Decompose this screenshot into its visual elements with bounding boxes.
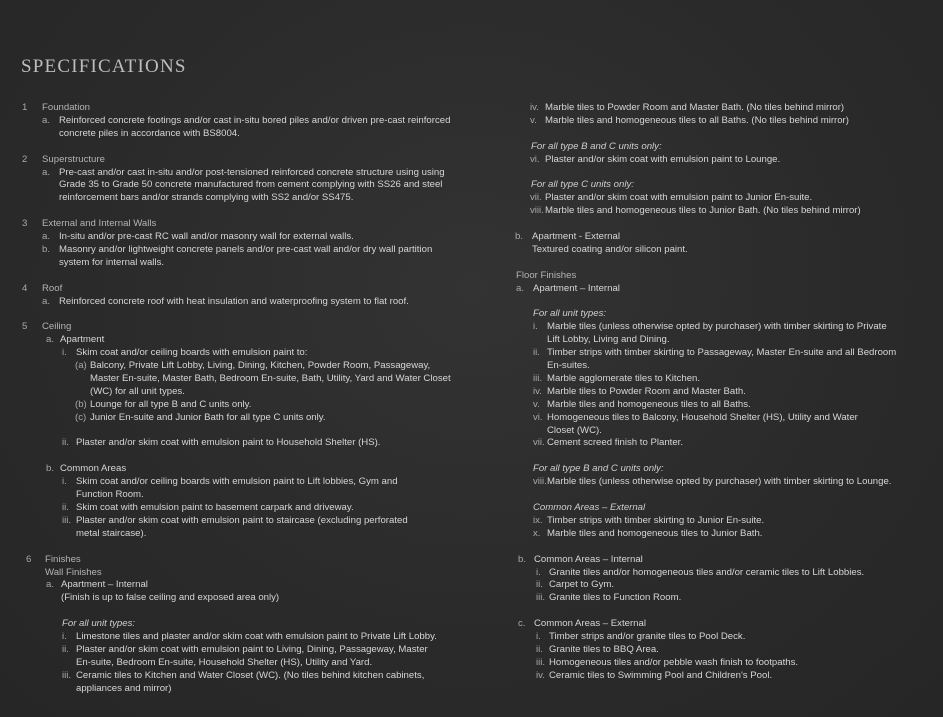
item-marker: a. xyxy=(42,114,51,126)
item-marker: viii. xyxy=(530,205,544,217)
item-text: metal staircase). xyxy=(76,527,147,539)
section-heading xyxy=(20,321,490,334)
group-title: For all type B and C units only: xyxy=(533,463,664,475)
spec-line xyxy=(512,386,937,399)
subsection-title: Common Areas – Internal xyxy=(534,553,643,565)
spec-line xyxy=(512,334,937,347)
item-marker: iii. xyxy=(62,669,72,681)
item-marker: iii. xyxy=(62,514,72,526)
subsection-title: Apartment - External xyxy=(532,231,620,243)
item-text: Timber strips with timber skirting to Junior En-suite. xyxy=(547,514,765,526)
section-title: Roof xyxy=(42,282,63,294)
item-marker: a. xyxy=(42,166,51,178)
spec-line xyxy=(20,489,490,502)
item-text: Plaster and/or skim coat with emulsion paint to Household Shelter (HS). xyxy=(76,437,381,449)
item-text: Plaster and/or skim coat with emulsion paint to Lounge. xyxy=(545,153,781,165)
item-marker: ii. xyxy=(536,643,543,655)
section-number: 4 xyxy=(22,282,28,294)
section-number: 2 xyxy=(22,153,28,165)
item-text: Marble tiles (unless otherwise opted by purchaser) with timber skirting to Lounge. xyxy=(547,476,892,488)
item-text: Skim coat and/or ceiling boards with emulsion paint to: xyxy=(76,347,308,359)
spec-line xyxy=(512,360,937,373)
item-text: Marble tiles and homogeneous tiles to all Baths. (No tiles behind mirror) xyxy=(545,114,849,126)
spec-line xyxy=(20,644,490,657)
spec-line xyxy=(20,502,490,515)
item-text: Granite tiles to BBQ Area. xyxy=(549,643,659,655)
item-text: En-suite, Bedroom En-suite, Household Shelter (HS), Utility and Yard. xyxy=(76,656,373,668)
section-title: Finishes xyxy=(45,553,81,565)
item-marker: ii. xyxy=(62,437,69,449)
item-marker: x. xyxy=(533,527,541,539)
item-marker: (b) xyxy=(75,398,87,410)
item-marker: iii. xyxy=(536,592,546,604)
item-text: system for internal walls. xyxy=(59,256,165,268)
item-text: Homogeneous tiles to Balcony, Household Shelter (HS), Utility and Water xyxy=(547,411,858,423)
spec-line xyxy=(20,476,490,489)
item-text: In-situ and/or pre-cast RC wall and/or masonry wall for external walls. xyxy=(59,231,354,243)
spec-line xyxy=(512,244,937,257)
spec-line xyxy=(512,631,937,644)
section-number: 6 xyxy=(26,553,32,565)
item-text: Marble tiles to Powder Room and Master Bath. (No tiles behind mirror) xyxy=(545,102,845,113)
group-heading xyxy=(512,179,937,192)
item-text: Plaster and/or skim coat with emulsion paint to staircase (excluding perforated xyxy=(76,514,408,526)
item-text: Lift Lobby, Living and Dining. xyxy=(547,334,670,346)
item-marker: b. xyxy=(518,553,527,565)
item-marker: vi. xyxy=(533,411,543,423)
left-column xyxy=(20,102,490,696)
spec-line xyxy=(512,567,937,580)
spec-line xyxy=(20,192,490,205)
spec-line xyxy=(512,154,937,167)
group-title: Common Areas – External xyxy=(533,501,646,513)
group-title: For all unit types: xyxy=(533,308,607,320)
spec-line xyxy=(20,167,490,180)
spec-line xyxy=(20,657,490,670)
subsection-title: Wall Finishes xyxy=(45,566,102,578)
spec-line xyxy=(20,592,490,605)
item-text: Marble tiles and homogeneous tiles to all Baths. xyxy=(547,398,751,410)
item-text: (WC) for all unit types. xyxy=(90,385,185,397)
section-title: Ceiling xyxy=(42,321,72,333)
item-text: Reinforced concrete roof with heat insulation and waterproofing system to flat roof. xyxy=(59,295,409,307)
item-text: Masonry and/or lightweight concrete panels and/or pre-cast wall and/or dry wall partition xyxy=(59,243,433,255)
spec-line xyxy=(20,128,490,141)
item-marker: a. xyxy=(46,334,55,346)
spec-line xyxy=(20,515,490,528)
item-marker: iv. xyxy=(533,385,542,397)
spec-line xyxy=(512,347,937,360)
item-marker: i. xyxy=(62,476,67,488)
spec-line xyxy=(20,528,490,541)
item-text: En-suites. xyxy=(547,360,590,372)
item-text: Plaster and/or skim coat with emulsion paint to Living, Dining, Passageway, Master xyxy=(76,643,428,655)
item-marker: viii. xyxy=(533,476,547,488)
section-heading xyxy=(512,270,937,283)
spec-line xyxy=(20,631,490,644)
item-text: (Finish is up to false ceiling and exposed area only) xyxy=(61,592,280,604)
item-marker: a. xyxy=(42,231,51,243)
item-text: Junior En-suite and Junior Bath for all type C units only. xyxy=(90,411,326,423)
subsection-heading xyxy=(512,283,937,296)
item-text: Cement screed finish to Planter. xyxy=(547,437,683,449)
subsection-heading xyxy=(512,618,937,631)
item-marker: b. xyxy=(515,231,524,243)
item-text: Pre-cast and/or cast in-situ and/or post-tensioned reinforced concrete structure using using xyxy=(59,166,445,178)
item-text: Grade 35 to Grade 50 concrete manufactured from cement complying with SS26 and steel xyxy=(59,179,443,191)
spec-line xyxy=(512,644,937,657)
spec-line xyxy=(512,592,937,605)
spec-line xyxy=(512,476,937,489)
item-marker: ii. xyxy=(533,347,540,359)
item-marker: v. xyxy=(530,114,537,126)
item-text: Granite tiles to Function Room. xyxy=(549,592,682,604)
section-heading xyxy=(20,283,490,296)
item-text: reinforcement bars and/or strands complying with SS2 and/or SS475. xyxy=(59,192,354,204)
section-title: External and Internal Walls xyxy=(42,218,157,230)
group-heading xyxy=(512,502,937,515)
item-text: Function Room. xyxy=(76,489,144,501)
section-number: 5 xyxy=(22,321,28,333)
subsection-title: Apartment – Internal xyxy=(61,579,148,591)
section-title: Foundation xyxy=(42,102,91,113)
spec-line xyxy=(20,115,490,128)
item-text: Carpet to Gym. xyxy=(549,579,615,591)
spec-line xyxy=(20,412,490,425)
item-text: Limestone tiles and plaster and/or skim coat with emulsion paint to Private Lift Lobby. xyxy=(76,631,437,643)
item-marker: a. xyxy=(46,579,55,591)
spec-line xyxy=(20,386,490,399)
item-marker: vii. xyxy=(530,192,542,204)
item-text: Lounge for all type B and C units only. xyxy=(90,398,252,410)
spec-line xyxy=(512,205,937,218)
item-text: Ceramic tiles to Kitchen and Water Closet (WC). (No tiles behind kitchen cabinets, xyxy=(76,669,425,681)
subsection-title: Apartment – Internal xyxy=(533,282,620,294)
item-marker: i. xyxy=(536,631,541,643)
spec-line xyxy=(512,412,937,425)
item-marker: ii. xyxy=(536,579,543,591)
item-marker: vii. xyxy=(533,437,545,449)
subsection-heading xyxy=(20,567,490,580)
item-text: Skim coat with emulsion paint to basement carpark and driveway. xyxy=(76,502,354,513)
spec-line xyxy=(20,231,490,244)
group-title: For all type B and C units only: xyxy=(531,140,662,152)
section-heading xyxy=(20,554,490,567)
item-marker: a. xyxy=(516,282,525,294)
spec-line xyxy=(20,296,490,309)
spec-line xyxy=(20,179,490,192)
spec-line xyxy=(512,515,937,528)
item-text: Marble tiles (unless otherwise opted by purchaser) with timber skirting to Private xyxy=(547,321,887,333)
subsection-title: Apartment xyxy=(60,334,105,346)
spec-line xyxy=(20,399,490,412)
item-marker: a. xyxy=(42,295,51,307)
subsection-title: Common Areas xyxy=(60,463,127,475)
section-title: Floor Finishes xyxy=(516,269,577,281)
item-text: Balcony, Private Lift Lobby, Living, Dining, Kitchen, Powder Room, Passageway, xyxy=(90,360,431,372)
item-marker: b. xyxy=(42,243,51,255)
item-marker: i. xyxy=(533,321,538,333)
item-marker: ii. xyxy=(62,643,69,655)
item-text: Homogeneous tiles and/or pebble wash finish to footpaths. xyxy=(549,656,799,668)
item-text: Marble agglomerate tiles to Kitchen. xyxy=(547,372,701,384)
group-heading xyxy=(512,308,937,321)
spec-line xyxy=(512,528,937,541)
item-text: Ceramic tiles to Swimming Pool and Children's Pool. xyxy=(549,669,773,681)
group-title: For all type C units only: xyxy=(531,179,634,191)
spec-line xyxy=(512,115,937,128)
spec-line xyxy=(512,373,937,386)
spec-line xyxy=(512,437,937,450)
subsection-heading xyxy=(20,334,490,347)
subsection-heading xyxy=(512,554,937,567)
section-number: 3 xyxy=(22,218,28,230)
item-text: Marble tiles to Powder Room and Master Bath. xyxy=(547,385,746,397)
spec-line xyxy=(512,399,937,412)
group-title: For all unit types: xyxy=(62,618,136,630)
subsection-heading xyxy=(20,463,490,476)
section-heading xyxy=(20,102,490,115)
item-marker: (c) xyxy=(75,411,87,423)
item-text: Marble tiles and homogeneous tiles to Junior Bath. (No tiles behind mirror) xyxy=(545,205,861,217)
group-heading xyxy=(512,141,937,154)
item-marker: i. xyxy=(536,566,541,578)
item-text: Skim coat and/or ceiling boards with emulsion paint to Lift lobbies, Gym and xyxy=(76,476,398,488)
item-marker: v. xyxy=(533,398,540,410)
spec-line xyxy=(512,321,937,334)
spec-line xyxy=(20,360,490,373)
item-marker: iv. xyxy=(536,669,545,681)
section-title: Superstructure xyxy=(42,153,105,165)
item-text: Closet (WC). xyxy=(547,424,602,436)
item-text: Marble tiles and homogeneous tiles to Junior Bath. xyxy=(547,527,763,539)
group-heading xyxy=(512,463,937,476)
spec-line xyxy=(512,192,937,205)
item-text: Reinforced concrete footings and/or cast in-situ bored piles and/or driven pre-cast reinforced xyxy=(59,114,451,126)
spec-line xyxy=(20,670,490,683)
spec-line xyxy=(20,373,490,386)
item-text: appliances and mirror) xyxy=(76,682,172,694)
item-marker: i. xyxy=(62,631,67,643)
spec-line xyxy=(20,347,490,360)
item-text: Timber strips and/or granite tiles to Pool Deck. xyxy=(549,631,746,643)
spec-line xyxy=(512,657,937,670)
section-number: 1 xyxy=(22,102,28,113)
item-text: Master En-suite, Master Bath, Bedroom En-suite, Bath, Utility, Yard and Water Closet xyxy=(90,372,451,384)
subsection-title: Common Areas – External xyxy=(534,618,646,630)
spec-line xyxy=(512,102,937,115)
item-marker: iii. xyxy=(533,372,543,384)
spec-line xyxy=(20,683,490,696)
item-marker: vi. xyxy=(530,153,540,165)
section-heading xyxy=(20,154,490,167)
item-marker: c. xyxy=(518,618,526,630)
item-text: Plaster and/or skim coat with emulsion paint to Junior En-suite. xyxy=(545,192,813,204)
subsection-heading xyxy=(512,231,937,244)
item-marker: i. xyxy=(62,347,67,359)
item-marker: (a) xyxy=(75,360,87,372)
item-marker: iii. xyxy=(536,656,546,668)
item-marker: ix. xyxy=(533,514,543,526)
item-text: Granite tiles and/or homogeneous tiles and/or ceramic tiles to Lift Lobbies. xyxy=(549,566,865,578)
item-marker: iv. xyxy=(530,102,539,113)
spec-line xyxy=(512,579,937,592)
item-text: Timber strips with timber skirting to Passageway, Master En-suite and all Bedroom xyxy=(547,347,897,359)
item-marker: ii. xyxy=(62,502,69,513)
item-marker: b. xyxy=(46,463,55,475)
item-text: Textured coating and/or silicon paint. xyxy=(532,243,688,255)
right-column xyxy=(512,102,937,683)
page-title: SPECIFICATIONS xyxy=(21,56,187,77)
spec-line xyxy=(20,244,490,257)
spec-line xyxy=(20,257,490,270)
spec-line xyxy=(20,437,490,450)
group-heading xyxy=(20,618,490,631)
spec-line xyxy=(512,425,937,438)
spec-line xyxy=(512,670,937,683)
subsection-heading xyxy=(20,579,490,592)
section-heading xyxy=(20,218,490,231)
item-text: concrete piles in accordance with BS8004. xyxy=(59,127,240,139)
